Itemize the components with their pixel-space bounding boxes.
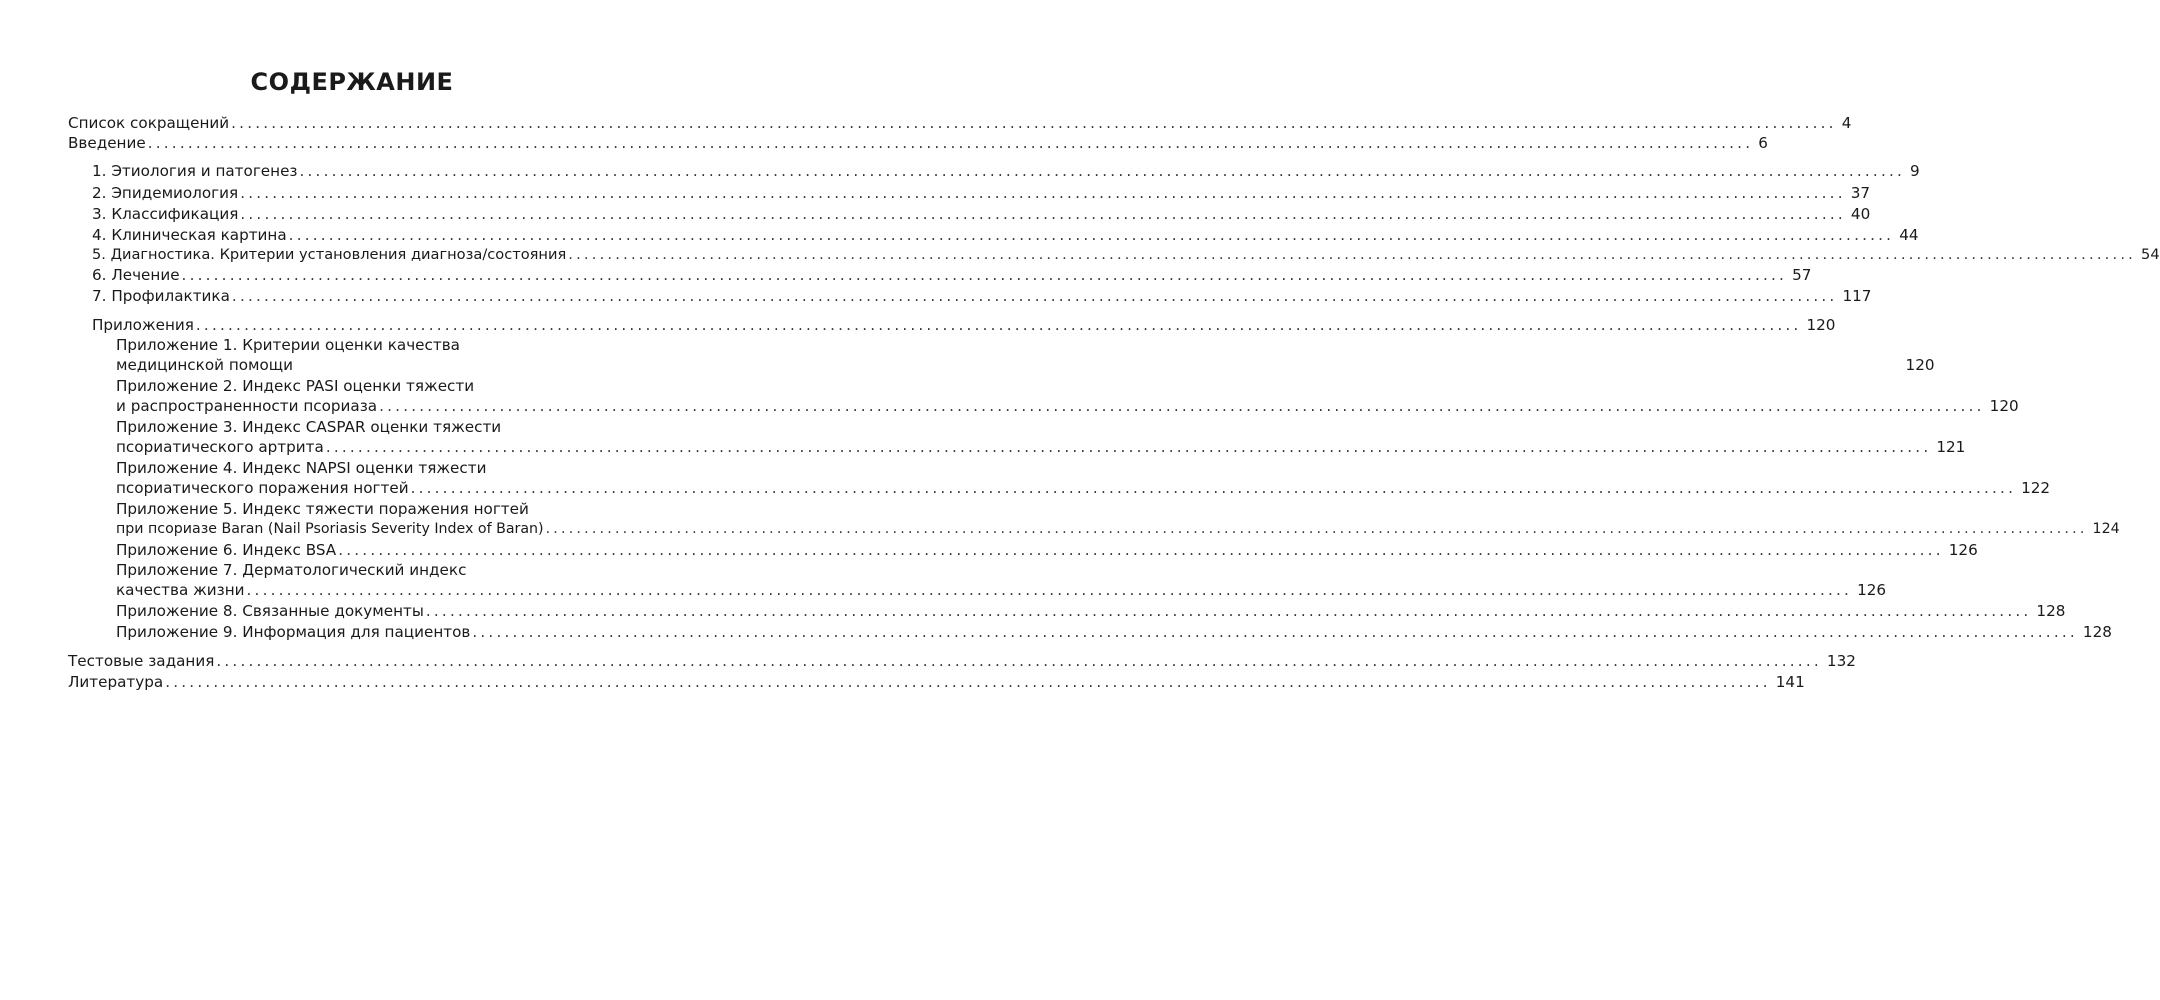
toc-entry-label-line-1: Приложение 3. Индекс CASPAR оценки тяжести	[116, 418, 502, 436]
toc-entry-introduction[interactable]	[68, 133, 1768, 153]
toc-entry-label: Введение	[68, 134, 146, 152]
dot-leader: ........................................................................................................................................................................................................	[299, 162, 1906, 180]
toc-entry-label: псориатического поражения ногтей	[116, 479, 409, 497]
dot-leader: ........................................................................................................................................................................................................	[240, 184, 1846, 202]
toc-entry-page: 44	[1899, 226, 1919, 244]
toc-entry-chapter-7[interactable]	[92, 286, 1872, 306]
dot-leader: ........................................................................................................................................................................................................	[246, 581, 1853, 599]
toc-entry-abbreviations[interactable]	[68, 113, 1852, 133]
dot-leader: ........................................................................................................................................................................................................	[472, 623, 2078, 641]
dot-leader: ........................................................................................................................................................................................................	[195, 316, 1802, 334]
toc-entry-page: 126	[1948, 541, 1978, 559]
toc-entry-label: 6. Лечение	[92, 266, 180, 284]
toc-entry-label: 2. Эпидемиология	[92, 184, 239, 202]
toc-entry-page: 6	[1758, 134, 1768, 152]
dot-leader: ........................................................................................................................................................................................................	[425, 602, 2032, 620]
toc-entry-appendix-4[interactable]	[116, 478, 2051, 498]
dot-leader: ........................................................................................................................................................................................................	[545, 521, 2088, 537]
toc-entry-appendix-8[interactable]	[116, 601, 2066, 621]
toc-entry-label: Литература	[68, 673, 164, 691]
toc-entry-label: Приложение 9. Информация для пациентов	[116, 623, 471, 641]
toc-entry-label: Приложение 6. Индекс BSA	[116, 541, 337, 559]
toc-entry-appendix-6[interactable]	[116, 540, 1978, 560]
toc-entry-page: 120	[1989, 397, 2019, 415]
dot-leader: ........................................................................................................................................................................................................	[181, 266, 1788, 284]
toc-entry-label: Приложение 8. Связанные документы	[116, 602, 424, 620]
toc-entry-appendix-1[interactable]	[116, 355, 1935, 375]
toc-entry-page: 4	[1841, 114, 1852, 132]
toc-entry-label: медицинской помощи	[116, 356, 293, 374]
toc-entry-label: Список сокращений	[68, 114, 230, 132]
toc-entry-label: 5. Диагностика. Критерии установления диагноза/состояния	[92, 246, 567, 263]
toc-entry-page: 40	[1850, 205, 1871, 223]
toc-entry-chapter-3[interactable]	[92, 204, 1871, 224]
dot-leader: ........................................................................................................................................................................................................	[338, 541, 1944, 559]
toc-entry-tests[interactable]	[68, 651, 1856, 671]
toc-entry-appendix-7[interactable]	[116, 580, 1887, 600]
toc-entry-appendices[interactable]	[92, 315, 1836, 335]
toc-entry-page: 141	[1775, 673, 1805, 691]
toc-entry-page: 120	[1806, 316, 1836, 334]
toc-entry-appendix-5[interactable]	[116, 519, 2120, 539]
dot-leader: ........................................................................................................................................................................................................	[568, 246, 2137, 263]
toc-entry-page: 126	[1857, 581, 1887, 599]
toc-entry-chapter-5[interactable]	[92, 245, 2160, 265]
toc-entry-label: Тестовые задания	[68, 652, 215, 670]
dot-leader: ........................................................................................................................................................................................................	[147, 134, 1754, 152]
dot-leader: ........................................................................................................................................................................................................	[231, 114, 1837, 132]
toc-entry-chapter-1[interactable]	[92, 161, 1920, 181]
toc-entry-page: 128	[2036, 602, 2066, 620]
toc-entry-page: 128	[2082, 623, 2112, 641]
toc-entry-label: 1. Этиология и патогенез	[92, 162, 298, 180]
toc-entry-page: 124	[2092, 521, 2120, 537]
dot-leader: ........................................................................................................................................................................................................	[216, 652, 1822, 670]
toc-entry-page: 117	[1842, 287, 1872, 305]
toc-entry-label-line-1: Приложение 7. Дерматологический индекс	[116, 561, 467, 579]
dot-leader: ........................................................................................................................................................................................................	[231, 287, 1838, 305]
toc-entry-page: 132	[1826, 652, 1856, 670]
toc-entry-page: 57	[1792, 266, 1812, 284]
dot-leader: ........................................................................................................................................................................................................	[240, 205, 1846, 223]
toc-entry-chapter-4[interactable]	[92, 225, 1919, 245]
toc-entry-chapter-2[interactable]	[92, 183, 1871, 203]
toc-entry-label: при псориазе Baran (Nail Psoriasis Severity Index of Baran)	[116, 521, 544, 537]
dot-leader: ........................................................................................................................................................................................................	[288, 226, 1895, 244]
toc-entry-label: псориатического артрита	[116, 438, 324, 456]
toc-entry-page: 122	[2021, 479, 2051, 497]
toc-entry-appendix-2[interactable]	[116, 396, 2019, 416]
toc-entry-chapter-6[interactable]	[92, 265, 1812, 285]
toc-entry-appendix-3[interactable]	[116, 437, 1966, 457]
toc-entry-label: и распространенности псориаза	[116, 397, 378, 415]
toc-entry-page: 54	[2141, 246, 2160, 263]
dot-leader: ........................................................................................................................................................................................................	[410, 479, 2017, 497]
toc-entry-page: 37	[1850, 184, 1871, 202]
toc-entry-label: качества жизни	[116, 581, 245, 599]
page-title: СОДЕРЖАНИЕ	[250, 68, 454, 96]
toc-entry-literature[interactable]	[68, 672, 1805, 692]
toc-entry-page: 120	[1905, 356, 1935, 374]
toc-entry-label-line-1: Приложение 4. Индекс NAPSI оценки тяжести	[116, 459, 487, 477]
toc-entry-appendix-9[interactable]	[116, 622, 2112, 642]
dot-leader: ........................................................................................................................................................................................................	[165, 673, 1771, 691]
toc-entry-label-line-1: Приложение 2. Индекс PASI оценки тяжести	[116, 377, 475, 395]
toc-entry-label-line-1: Приложение 5. Индекс тяжести поражения ногтей	[116, 500, 529, 518]
toc-entry-label: Приложения	[92, 316, 194, 334]
toc-entry-page: 9	[1910, 162, 1920, 180]
dot-leader: ........................................................................................................................................................................................................	[379, 397, 1985, 415]
toc-entry-label: 7. Профилактика	[92, 287, 230, 305]
toc-entry-label: 3. Классификация	[92, 205, 239, 223]
toc-entry-label: 4. Клиническая картина	[92, 226, 287, 244]
toc-entry-label-line-1: Приложение 1. Критерии оценки качества	[116, 336, 460, 354]
dot-leader: ........................................................................................................................................................................................................	[325, 438, 1932, 456]
toc-entry-page: 121	[1936, 438, 1966, 456]
